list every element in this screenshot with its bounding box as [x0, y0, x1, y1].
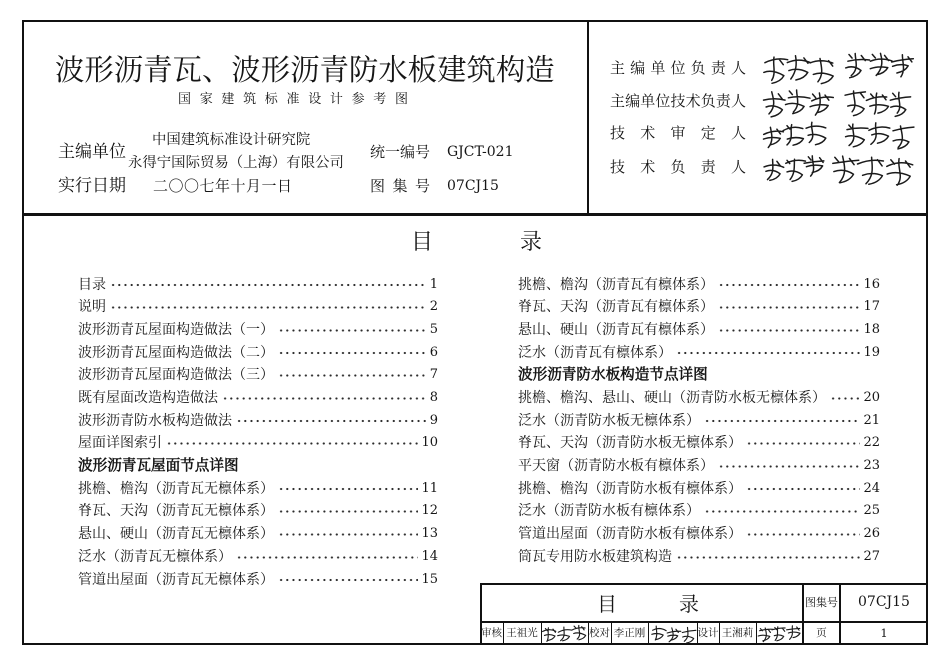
- dot-leader: [222, 387, 427, 410]
- toc-entry-title: 平天窗（沥青防水板有檩体系）: [518, 458, 714, 475]
- dot-leader: [718, 319, 860, 342]
- toc-entry: [518, 387, 880, 410]
- toc-entry-page: 5: [429, 321, 438, 337]
- dot-leader: [110, 274, 427, 297]
- dot-leader: [278, 478, 418, 501]
- toc-entry: [518, 410, 880, 433]
- toc-section-title: 波形沥青瓦屋面节点详图: [78, 457, 239, 475]
- editor-label: 主编单位: [58, 142, 126, 162]
- designer-name: 王湘莉: [721, 627, 754, 639]
- dot-leader: [278, 342, 427, 365]
- toc-entry: [518, 319, 880, 342]
- editor-unit-1: 中国建筑标准设计研究院: [152, 132, 311, 148]
- dot-leader: [278, 364, 427, 387]
- toc-entry-title: 说明: [78, 299, 106, 316]
- toc-entry-page: 26: [863, 526, 880, 542]
- toc-entry-page: 6: [429, 344, 438, 360]
- title-block-cell-divider: [756, 622, 757, 645]
- toc-entry-title: 泛水（沥青防水板无檩体系）: [518, 412, 700, 429]
- toc-entry-title: 挑檐、檐沟、悬山、硬山（沥青防水板无檩体系）: [518, 390, 826, 407]
- title-block-cell-divider: [541, 622, 542, 645]
- approval-role-technical-lead: 技术负责人: [610, 158, 746, 176]
- title-block-atlas-value: 07CJ15: [858, 594, 910, 610]
- dot-leader: [110, 296, 427, 319]
- toc-entry-page: 2: [429, 299, 438, 315]
- dot-leader: [278, 319, 427, 342]
- toc-entry-title: 泛水（沥青瓦无檩体系）: [78, 548, 232, 565]
- atlas-number-value: 07CJ15: [447, 178, 499, 194]
- sheet-title: 目录: [597, 592, 761, 616]
- toc-entry: [518, 296, 880, 319]
- toc-entry-page: 11: [421, 480, 438, 496]
- toc-entry-title: 泛水（沥青防水板有檩体系）: [518, 503, 700, 520]
- toc-entry-page: 8: [429, 390, 438, 406]
- toc-entry-title: 屋面详图索引: [78, 435, 162, 452]
- toc-entry: [78, 523, 438, 546]
- dot-leader: [718, 455, 860, 478]
- toc-entry-title: 悬山、硬山（沥青瓦有檩体系）: [518, 321, 714, 338]
- toc-column-left: [78, 274, 438, 592]
- dot-leader: [278, 569, 418, 592]
- toc-entry: [518, 342, 880, 365]
- dot-leader: [830, 387, 860, 410]
- toc-entry: [78, 432, 438, 455]
- dot-leader: [278, 523, 418, 546]
- toc-entry-page: 27: [863, 548, 880, 564]
- dot-leader: [236, 546, 418, 569]
- reviewer-name: 王祖光: [506, 627, 538, 639]
- page-label: 页: [816, 627, 827, 639]
- toc-entry-page: 21: [863, 412, 880, 428]
- toc-entry-title: 目录: [78, 276, 106, 293]
- atlas-title: 波形沥青瓦、波形沥青防水板建筑构造: [55, 53, 555, 87]
- approval-role-editor-head: 主编单位负责人: [610, 59, 746, 77]
- toc-entry: [78, 319, 438, 342]
- toc-entry-page: 1: [429, 276, 438, 292]
- toc-entry-page: 19: [863, 344, 880, 360]
- toc-column-right: [518, 274, 880, 569]
- title-block-atlas-label: 图集号: [805, 596, 838, 609]
- toc-entry-title: 脊瓦、天沟（沥青瓦无檩体系）: [78, 503, 274, 520]
- dot-leader: [704, 410, 860, 433]
- dot-leader: [676, 546, 860, 569]
- toc-entry-page: 18: [863, 321, 880, 337]
- review-label: 审核: [481, 627, 502, 639]
- toc-entry-title: 波形沥青瓦屋面构造做法（二）: [78, 344, 274, 361]
- toc-entry-page: 12: [421, 503, 438, 519]
- toc-entry: [518, 432, 880, 455]
- dot-leader: [704, 500, 860, 523]
- toc-entry-page: 13: [421, 526, 438, 542]
- dot-leader: [746, 523, 860, 546]
- toc-entry: [78, 274, 438, 297]
- checker-name: 李正刚: [613, 627, 646, 639]
- title-block-cell-divider: [648, 622, 649, 645]
- toc-entry: [518, 546, 880, 569]
- header-divider: [587, 20, 589, 216]
- design-label: 设计: [697, 627, 719, 639]
- toc-entry: [518, 478, 880, 501]
- code-value: GJCT-021: [447, 144, 514, 160]
- toc-section-heading: [518, 364, 880, 387]
- toc-entry-title: 脊瓦、天沟（沥青防水板无檩体系）: [518, 435, 742, 452]
- toc-entry: [78, 478, 438, 501]
- toc-entry: [518, 455, 880, 478]
- toc-entry-page: 7: [429, 367, 438, 383]
- toc-entry: [78, 342, 438, 365]
- toc-entry: [518, 523, 880, 546]
- toc-entry-title: 管道出屋面（沥青瓦无檩体系）: [78, 571, 274, 588]
- toc-section-heading: [78, 455, 438, 478]
- atlas-number-label: 图集号: [370, 177, 430, 195]
- toc-entry-title: 泛水（沥青瓦有檩体系）: [518, 344, 672, 361]
- toc-entry: [78, 387, 438, 410]
- toc-entry-title: 挑檐、檐沟（沥青防水板有檩体系）: [518, 480, 742, 497]
- toc-entry: [518, 500, 880, 523]
- toc-entry-page: 17: [863, 299, 880, 315]
- date-value: 二〇〇七年十月一日: [153, 177, 293, 195]
- page-number: 1: [880, 626, 888, 640]
- toc-entry-page: 23: [863, 458, 880, 474]
- toc-entry-title: 悬山、硬山（沥青瓦无檩体系）: [78, 526, 274, 543]
- approval-role-technical-head: 主编单位技术负责人: [610, 92, 746, 110]
- toc-heading: 目录: [411, 230, 630, 255]
- dot-leader: [278, 500, 418, 523]
- toc-entry-page: 16: [863, 276, 880, 292]
- editor-unit-2: 永得宁国际贸易（上海）有限公司: [128, 155, 344, 171]
- check-label: 校对: [589, 627, 610, 639]
- dot-leader: [676, 342, 860, 365]
- toc-entry-page: 10: [421, 435, 438, 451]
- toc-entry-page: 20: [863, 390, 880, 406]
- toc-entry-page: 22: [863, 435, 880, 451]
- toc-entry: [78, 364, 438, 387]
- toc-entry-title: 脊瓦、天沟（沥青瓦有檩体系）: [518, 299, 714, 316]
- date-label: 实行日期: [58, 176, 126, 196]
- toc-entry-title: 挑檐、檐沟（沥青瓦无檩体系）: [78, 480, 274, 497]
- atlas-subtitle: 国家建筑标准设计参考图: [178, 92, 417, 107]
- dot-leader: [746, 478, 860, 501]
- toc-entry-page: 14: [421, 548, 438, 564]
- dot-leader: [718, 274, 860, 297]
- dot-leader: [166, 432, 418, 455]
- toc-entry-title: 管道出屋面（沥青防水板有檩体系）: [518, 526, 742, 543]
- toc-entry-title: 筒瓦专用防水板建筑构造: [518, 548, 672, 565]
- toc-entry-page: 9: [429, 412, 438, 428]
- toc-entry-title: 波形沥青防水板构造做法: [78, 412, 232, 429]
- toc-entry-title: 挑檐、檐沟（沥青瓦有檩体系）: [518, 276, 714, 293]
- approval-role-reviewer: 技术审定人: [610, 124, 746, 142]
- toc-section-title: 波形沥青防水板构造节点详图: [518, 366, 708, 384]
- toc-entry: [78, 296, 438, 319]
- toc-entry: [78, 410, 438, 433]
- toc-entry-title: 波形沥青瓦屋面构造做法（一）: [78, 321, 274, 338]
- dot-leader: [746, 432, 860, 455]
- toc-entry-page: 25: [863, 503, 880, 519]
- toc-entry-page: 24: [863, 480, 880, 496]
- toc-entry-title: 波形沥青瓦屋面构造做法（三）: [78, 367, 274, 384]
- dot-leader: [718, 296, 860, 319]
- toc-entry: [78, 569, 438, 592]
- code-label: 统一编号: [370, 143, 431, 161]
- toc-entry-title: 既有屋面改造构造做法: [78, 390, 218, 407]
- toc-entry: [78, 546, 438, 569]
- toc-entry-page: 15: [421, 571, 438, 587]
- toc-entry: [518, 274, 880, 297]
- dot-leader: [236, 410, 427, 433]
- toc-entry: [78, 500, 438, 523]
